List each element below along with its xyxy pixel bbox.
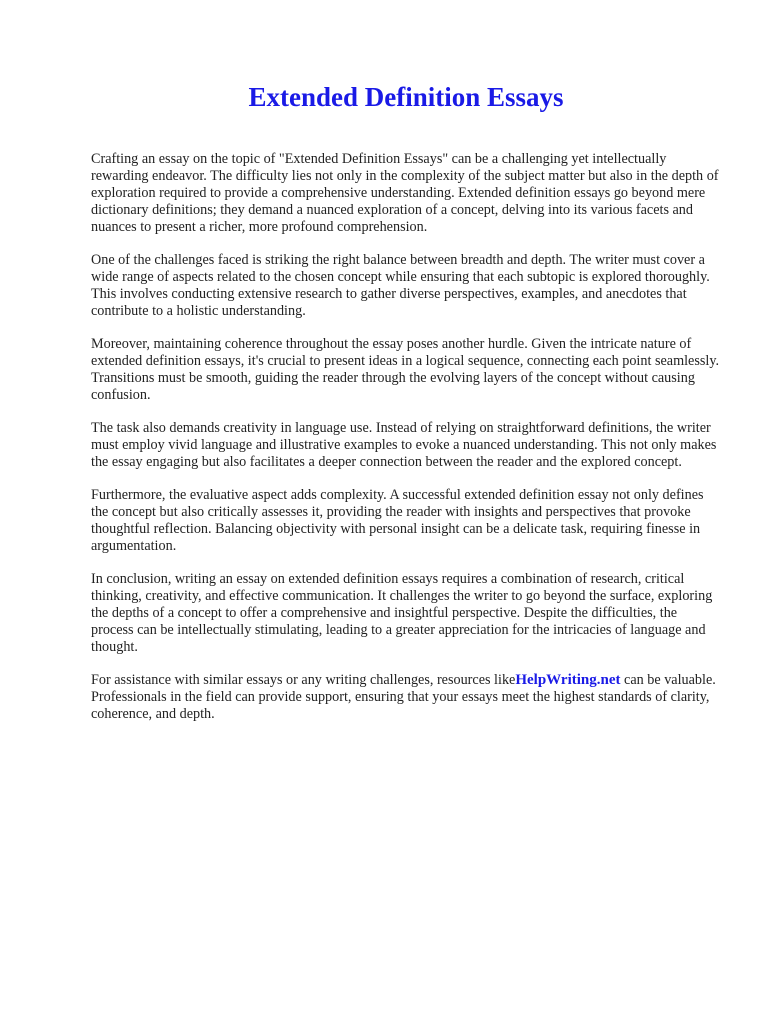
page-title: Extended Definition Essays — [248, 82, 564, 112]
paragraph-evaluative: Furthermore, the evaluative aspect adds complexity. A successful extended definition essay not only defines the concept but also critically assesses it, providing the reader with insights and perspectives that provoke thoughtful reflection. Balancing objectivity with personal insight can be a delicate task, requiring finesse in argumentation. — [91, 487, 704, 554]
closing-text-after: can be valuable. Professionals in the field can provide support, ensuring that your essays meet the highest standards of clarity, coherence, and depth. — [91, 672, 716, 722]
paragraph-creativity: The task also demands creativity in language use. Instead of relying on straightforward definitions, the writer must employ vivid language and illustrative examples to evoke a nuanced understanding. This not only makes the essay engaging but also facilitates a deeper connection between the reader and the explored concept. — [91, 420, 717, 470]
paragraph-closing — [91, 672, 721, 723]
helpwriting-link[interactable]: HelpWriting.net — [515, 672, 621, 688]
paragraph-conclusion: In conclusion, writing an essay on extended definition essays requires a combination of research, critical thinking, creativity, and effective communication. It challenges the writer to go beyond the surface, exploring the depths of a concept to offer a comprehensive and insightful perspective. Despite the difficulties, the process can be intellectually stimulating, leading to a greater appreciation for the intricacies of language and thought. — [91, 571, 713, 655]
paragraph-intro: Crafting an essay on the topic of "Extended Definition Essays" can be a challenging yet intellectually rewarding endeavor. The difficulty lies not only in the complexity of the subject matter but also in the depth of exploration required to provide a comprehensive understanding. Extended definition essays go beyond mere dictionary definitions; they demand a nuanced exploration of a concept, delving into its various facets and nuances to present a richer, more profound comprehension. — [91, 151, 719, 235]
closing-text-before: For assistance with similar essays or any writing challenges, resources like — [91, 672, 516, 688]
paragraph-breadth-depth: One of the challenges faced is striking the right balance between breadth and depth. The writer must cover a wide range of aspects related to the chosen concept while ensuring that each subtopic is explored thoroughly. This involves conducting extensive research to gather diverse perspectives, examples, and anecdotes that contribute to a holistic understanding. — [91, 252, 710, 319]
paragraph-coherence: Moreover, maintaining coherence throughout the essay poses another hurdle. Given the intricate nature of extended definition essays, it's crucial to present ideas in a logical sequence, connecting each point seamlessly. Transitions must be smooth, guiding the reader through the evolving layers of the concept without causing confusion. — [91, 336, 720, 403]
document-page — [91, 78, 721, 739]
